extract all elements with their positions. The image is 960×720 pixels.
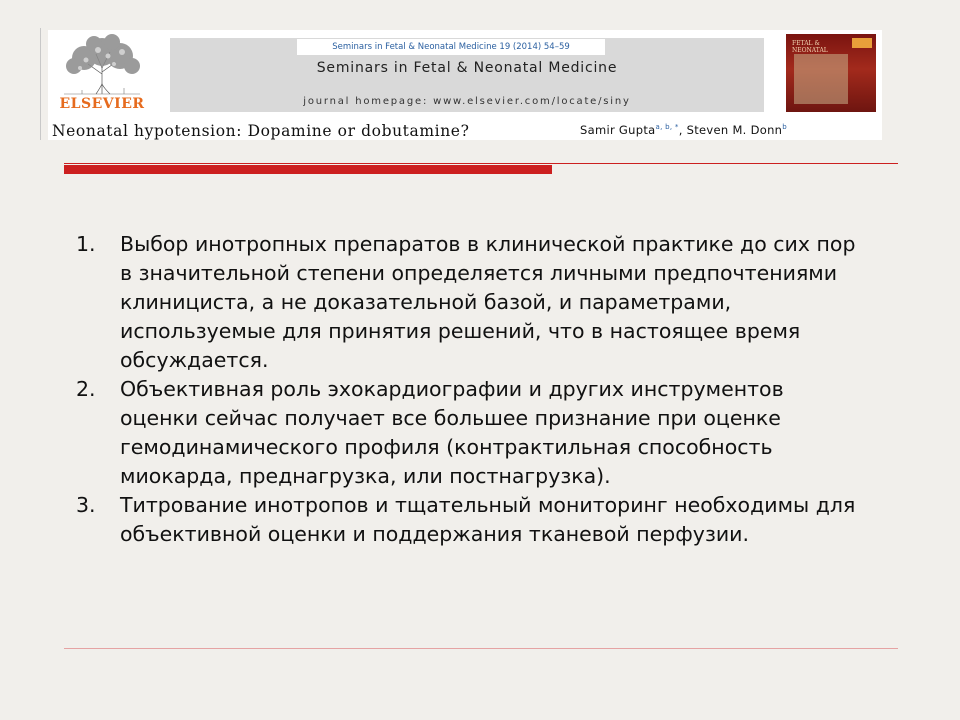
list-item [66, 375, 866, 491]
journal-title: Seminars in Fetal & Neonatal Medicine [316, 60, 618, 76]
list-text: Выбор инотропных препаратов в клинической практике до сих пор в значительной степени определяется личными предпочтениями клинициста, а не доказательной базой, и параметрами, используемые для принятия решений, что в настоящее время обсуждается. [120, 232, 856, 372]
tree-icon [52, 34, 152, 96]
list-number: 2. [76, 377, 96, 401]
journal-citation: Seminars in Fetal & Neonatal Medicine 19 (2014) 54–59 [297, 39, 605, 55]
list-text: Титрование инотропов и тщательный мониторинг необходимы для объективной оценки и поддержания тканевой перфузии. [120, 493, 856, 546]
journal-homepage: journal homepage: www.elsevier.com/locate/siny [303, 96, 631, 107]
article-authors [580, 123, 787, 137]
slide-body [66, 230, 866, 549]
cover-text: FETAL & NEONATAL [792, 40, 828, 54]
journal-cover-image [786, 34, 876, 112]
list-item [66, 491, 866, 549]
bottom-divider [64, 648, 898, 649]
elsevier-wordmark: ELSEVIER [59, 96, 145, 112]
cover-photo [794, 54, 848, 104]
author-affiliation-mark: a, b, * [655, 123, 679, 132]
article-title: Neonatal hypotension: Dopamine or dobutamine? [52, 122, 470, 140]
list-text: Объективная роль эхокардиографии и других инструментов оценки сейчас получает все большее признание при оценке гемодинамического профиля (контрактильная способность миокарда, преднагрузка, или постнагрузка). [120, 377, 784, 488]
author-name: , Steven M. Donn [678, 123, 783, 137]
accent-rule-thin [64, 163, 898, 164]
list-number: 3. [76, 493, 96, 517]
frame-line [40, 28, 41, 140]
list-item [66, 230, 866, 375]
author-name: Samir Gupta [580, 123, 656, 137]
list-number: 1. [76, 232, 96, 256]
accent-rule-thick [64, 165, 552, 174]
author-affiliation-mark: b [782, 123, 787, 132]
cover-sticker [852, 38, 872, 48]
